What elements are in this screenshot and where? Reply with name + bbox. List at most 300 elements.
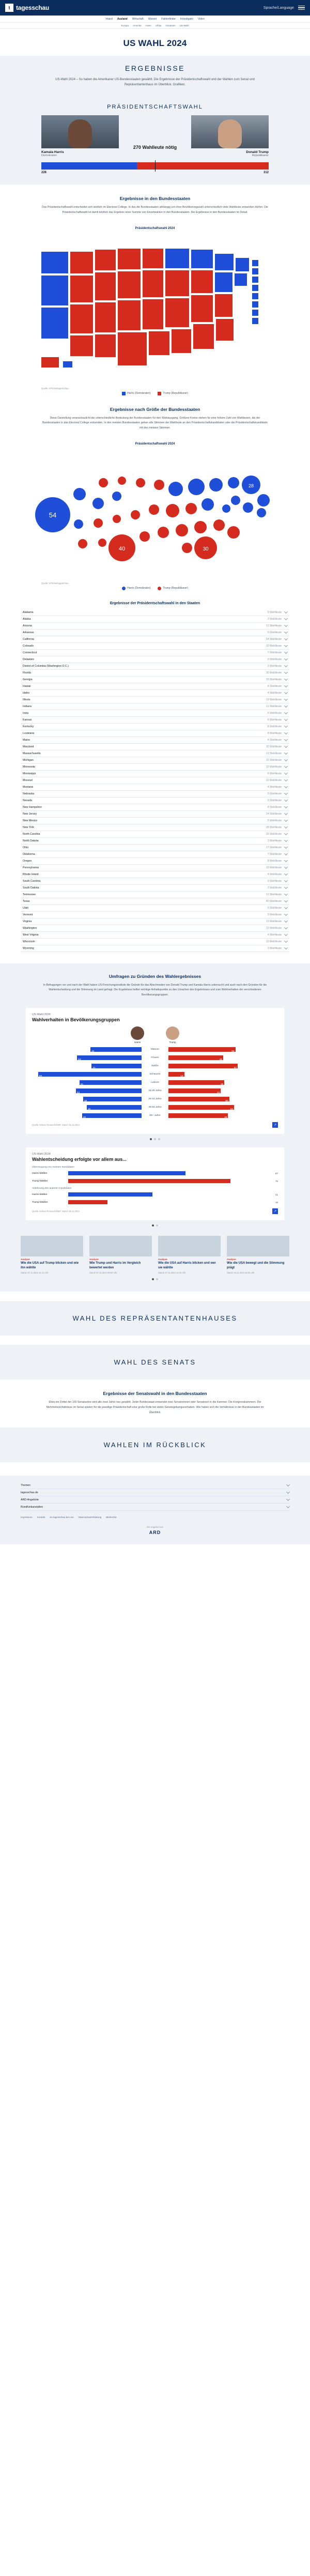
state-name: Hawaii [23,684,31,688]
chart1-category: 65+ Jahre [149,1114,161,1117]
state-accordion-row[interactable] [21,791,289,798]
subnav-item-amerika[interactable]: Amerika [133,24,142,27]
chevron-down-icon[interactable] [286,1490,290,1494]
presidential-title: PRÄSIDENTSCHAFTSWAHL [107,104,203,111]
teaser-title[interactable]: Wie die USA auf Trump blicken und wie ihn wählte [21,1262,79,1270]
state-electors: 13 Wahlleute [266,919,282,923]
state-electors: 3 Wahlleute [267,839,282,842]
subnav-item-asien[interactable]: Asien [145,24,151,27]
chevron-down-icon[interactable] [284,906,288,909]
teaser-date: Stand: 07.11.2024 12:13 Uhr [21,1271,49,1275]
chevron-down-icon[interactable] [284,818,288,822]
state-name: South Dakota [23,886,39,890]
chart1-source: Quelle: Edison Research/NEP, Stand: 06.11.2024 [32,1124,80,1127]
teaser-tag: Analyse [89,1258,99,1261]
us-choropleth-map[interactable] [21,231,289,390]
house-election-band: WAHL DES REPRÄSENTANTENHAUSES [0,1301,310,1336]
electoral-vote-bar [41,162,269,170]
chart1-harris-value: 41 [92,1067,96,1070]
state-accordion-row[interactable] [21,724,289,730]
footer-link[interactable]: Bildrechte [106,1516,117,1519]
chevron-down-icon[interactable] [284,684,288,687]
chart1-category: Frauen [151,1056,159,1060]
chevron-down-icon[interactable] [284,791,288,795]
state-accordion-row[interactable] [21,650,289,656]
state-name: North Dakota [23,839,39,842]
legend-harris-label: Harris (Demokraten) [127,392,151,395]
state-accordion-row[interactable] [21,609,289,616]
chevron-down-icon[interactable] [284,865,288,869]
state-accordion-row[interactable] [21,703,289,710]
chevron-down-icon[interactable] [284,892,288,896]
footer-accordion-row[interactable] [21,1489,289,1496]
state-name: New Mexico [23,819,38,822]
state-accordion-row[interactable] [21,878,289,885]
state-name: Kansas [23,718,32,722]
chart-card-decision-reason [26,1147,284,1220]
state-accordion-row[interactable] [21,643,289,650]
chevron-down-icon[interactable] [284,744,288,748]
chevron-down-icon[interactable] [284,724,288,728]
state-accordion-row[interactable] [21,764,289,771]
state-name: Pennsylvania [23,866,39,869]
candidate-trump [191,115,269,157]
state-accordion-row[interactable] [21,670,289,677]
state-electors: 19 Wahlleute [266,866,282,869]
chevron-down-icon[interactable] [284,845,288,849]
state-accordion-row[interactable] [21,838,289,845]
trump-electors: 312 [263,171,269,175]
chart1-trump-value: 55 [231,1050,235,1053]
results-band-text: US-Wahl 2024 – So haben die Amerikaner US-Bundesstaaten gewählt. Die Ergebnisse der Präsidentschaftswahl und der Wahlen zum Senat und Repräsentantenhaus im Überblick. Grafiken. [55,78,255,87]
footer-note: Ein Angebot von [147,1526,163,1529]
state-accordion-row[interactable] [21,918,289,925]
chevron-down-icon[interactable] [284,670,288,674]
state-electors: 17 Wahlleute [266,846,282,849]
state-accordion-row[interactable] [21,750,289,757]
teaser-row-primary [21,1236,289,1274]
state-name: Louisiana [23,731,35,735]
state-electors: 4 Wahlleute [267,785,282,789]
chart1-trump-value: 43 [216,1092,220,1095]
chevron-down-icon[interactable] [286,1483,290,1486]
chevron-down-icon[interactable] [284,664,288,667]
us-bubble-map[interactable] [21,447,289,585]
subnav-item-europa[interactable]: Europa [121,24,129,27]
senate-states-text: Etwa ein Drittel der 100 Senatssitze wird alle zwei Jahre neu gewählt. Jeder Bundesstaat entsendet zwei Senatorinnen oder Senatoren in die Kammer. Die Kongresskammern. Die Mehrheitsverhältnisse im Senat spielen für die jeweilige Präsidentschaft eine große Rolle bei vielen Gesetzgebungsvorhaben. Wie haben sich die Verhältnisse in der Bundesstaaten im Überblick. [46,1401,264,1414]
share-icon[interactable]: ↗ [272,1122,278,1128]
nav-item-inland[interactable]: Inland [105,17,113,21]
teaser-tag: Analyse [227,1258,236,1261]
state-accordion-row[interactable] [21,871,289,878]
state-electors: 8 Wahlleute [267,859,282,863]
state-accordion-row[interactable] [21,811,289,818]
state-accordion-row[interactable] [21,737,289,744]
bubble-chart-label: Präsidentschaftswahl 2024 [135,442,175,446]
footer-item-label: Themen [21,1483,31,1487]
state-accordion-row[interactable] [21,757,289,764]
electors-heading: Ergebnisse in den Bundesstaaten [119,196,191,202]
chevron-down-icon[interactable] [284,771,288,775]
state-name: Delaware [23,657,34,661]
chevron-down-icon[interactable] [284,825,288,829]
electors-threshold-label [124,145,186,157]
state-electors: 6 Wahlleute [267,718,282,722]
state-accordion-row[interactable] [21,771,289,777]
chevron-down-icon[interactable] [284,657,288,661]
nav-item-wirtschaft[interactable]: Wirtschaft [132,17,144,21]
state-name: District of Columbia (Washington D.C.) [23,664,69,668]
chevron-down-icon[interactable] [284,637,288,640]
results-band-title: ERGEBNISSE [125,64,185,72]
state-name: Virginia [23,919,32,923]
legend-trump [158,392,188,395]
state-electors: 4 Wahlleute [267,738,282,742]
chevron-down-icon[interactable] [284,697,288,701]
bubble-legend-harris-label: Harris (Demokraten) [127,587,151,590]
chevron-down-icon[interactable] [284,751,288,755]
state-name: North Carolina [23,832,40,836]
hamburger-icon[interactable] [298,6,305,10]
brand-logo[interactable] [5,4,49,12]
chart2-value: 19 [275,1201,278,1204]
subnav-item-afrika[interactable]: Afrika [155,24,162,27]
chart1-category: 30-44 Jahre [148,1098,162,1101]
chart1-trump-value: 49 [224,1116,227,1120]
senate-states-section [0,1379,310,1418]
svg-text:40: 40 [118,545,126,552]
legend-swatch-blue [122,392,126,395]
subnav-item-ozeanien[interactable]: Ozeanien [165,24,176,27]
chart1-trump-value: 13 [180,1075,183,1078]
polls-heading: Umfragen zu Gründen des Wahlergebnisses [109,973,202,979]
chart2-value: 79 [275,1179,278,1183]
state-electors: 10 Wahlleute [266,745,282,748]
subnav-item-us-wahl[interactable]: US-Wahl [179,24,189,27]
chart1-head-harris [131,1026,144,1044]
chevron-down-icon[interactable] [284,798,288,802]
chevron-down-icon[interactable] [286,1497,290,1501]
footer-link[interactable]: Zu tagesschau bei uns [50,1516,74,1519]
state-accordion-row[interactable] [21,858,289,865]
chevron-down-icon[interactable] [284,919,288,923]
state-accordion-row[interactable] [21,730,289,737]
state-accordion-row[interactable] [21,690,289,697]
state-accordion-row[interactable] [21,636,289,643]
footer-accordion-row[interactable] [21,1504,289,1511]
state-electors: 11 Wahlleute [266,752,282,755]
state-accordion-row[interactable] [21,865,289,871]
chevron-down-icon[interactable] [284,858,288,862]
chevron-down-icon[interactable] [284,785,288,788]
teaser-date: Stand: 07.11.2024 12:40 Uhr [158,1271,186,1275]
state-accordion-row[interactable] [21,912,289,918]
nav-item-wissen[interactable]: Wissen [148,17,157,21]
state-electors: 15 Wahlleute [266,758,282,762]
state-accordion-row[interactable] [21,744,289,750]
state-electors: 3 Wahlleute [267,946,282,950]
state-accordion-row[interactable] [21,845,289,851]
chevron-down-icon[interactable] [284,872,288,876]
chevron-down-icon[interactable] [284,832,288,835]
chart1-bar-rows [32,1046,278,1119]
state-accordion-row[interactable] [21,616,289,623]
chart1-harris-value: 85 [39,1075,42,1078]
footer-link[interactable]: Kontakt [37,1516,45,1519]
candidate-row [41,115,269,157]
chart1-row [32,1046,278,1053]
state-name: California [23,637,34,641]
footer-accordion-row[interactable] [21,1496,289,1504]
state-accordion-row[interactable] [21,824,289,831]
chart2-title: Wahlentscheidung erfolgte vor allem aus... [32,1157,127,1162]
chevron-down-icon[interactable] [284,630,288,634]
footer-item-label: Rundfunkanstalten [21,1505,43,1509]
state-name: Michigan [23,758,34,762]
chevron-down-icon[interactable] [284,764,288,768]
state-accordion-row[interactable] [21,905,289,912]
chevron-down-icon[interactable] [284,778,288,781]
chart2-category: Trump-Wähler [32,1201,48,1204]
chart1-harris-value: 51 [80,1083,84,1086]
state-accordion-row[interactable] [21,663,289,670]
chevron-down-icon[interactable] [284,650,288,654]
electors-section [0,185,310,218]
chevron-down-icon[interactable] [284,717,288,721]
chart2-kicker: US-Wahl 2024 [32,1153,51,1156]
chart1-harris-value: 42 [91,1050,95,1053]
state-name: Washington [23,926,37,930]
state-electors: 6 Wahlleute [267,906,282,910]
state-name: Alaska [23,617,31,621]
state-electors: 3 Wahlleute [267,617,282,621]
state-electors: 11 Wahlleute [266,704,282,708]
state-electors: 12 Wahlleute [266,926,282,930]
state-accordion-row[interactable] [21,945,289,952]
chart2-carousel-dots[interactable] [0,1224,310,1226]
chart2-value: 57 [275,1172,278,1175]
map-source-caption: Quelle: AP/Infas/tagesschau [41,387,69,390]
chart2-group-title: Ablehnung des anderen Kandidaten [32,1187,72,1190]
chart1-category: 45-64 Jahre [148,1106,162,1109]
state-name: Kentucky [23,725,34,728]
chevron-down-icon[interactable] [284,758,288,761]
page-footer [0,1476,310,1544]
state-electors: 6 Wahlleute [267,772,282,775]
state-accordion-row[interactable] [21,939,289,945]
chart2-row [32,1199,278,1205]
chart1-carousel-dots[interactable] [0,1138,310,1140]
state-accordion-row[interactable] [21,784,289,791]
harris-party: Demokraten [41,154,57,158]
chevron-down-icon[interactable] [284,805,288,808]
us-map-svg [21,231,289,386]
ard-logo: ARD [149,1530,161,1536]
state-accordion-row[interactable] [21,818,289,824]
chevron-down-icon[interactable] [284,946,288,949]
teaser-card[interactable] [21,1236,83,1274]
polls-section [0,963,310,1292]
chart2-category: Harris-Wähler [32,1193,48,1196]
state-electors: 3 Wahlleute [267,657,282,661]
state-accordion-row[interactable] [21,777,289,784]
chart1-category: Männer [150,1048,160,1051]
state-electors: 4 Wahlleute [267,872,282,876]
state-accordion-row[interactable] [21,804,289,811]
state-electors: 11 Wahlleute [266,624,282,627]
state-electors: 9 Wahlleute [267,610,282,614]
chart1-trump-value: 46 [221,1083,224,1086]
chevron-down-icon[interactable] [284,691,288,694]
chart2-group-title: Überzeugung von meinem Kandidaten [32,1166,74,1169]
state-name: Oklahoma [23,852,35,856]
chart1-row [32,1079,278,1086]
chart1-category: Schwarze [149,1073,161,1076]
state-accordion-row[interactable] [21,710,289,717]
share-icon-2[interactable]: ↗ [272,1208,278,1214]
chevron-down-icon[interactable] [284,738,288,741]
chart1-trump-value: 54 [230,1108,234,1111]
chevron-down-icon[interactable] [284,704,288,708]
chevron-down-icon[interactable] [284,879,288,882]
state-accordion-row[interactable] [21,892,289,898]
state-name: Missouri [23,778,33,782]
chevron-down-icon[interactable] [284,731,288,734]
chevron-down-icon[interactable] [284,926,288,929]
state-name: Montana [23,785,34,789]
svg-text:30: 30 [203,546,209,552]
chart-card-voter-groups [26,1008,284,1134]
chevron-down-icon[interactable] [284,617,288,620]
results-intro-band [0,56,310,95]
chevron-down-icon[interactable] [284,838,288,842]
state-electors: 10 Wahlleute [266,644,282,648]
teaser-card[interactable] [227,1236,289,1274]
legend-harris [122,392,150,395]
state-electors: 3 Wahlleute [267,886,282,890]
chevron-down-icon[interactable] [284,899,288,902]
chevron-down-icon[interactable] [284,643,288,647]
chevron-down-icon[interactable] [284,677,288,681]
teaser-tag: Analyse [158,1258,167,1261]
harris-name: Kamala Harris [41,150,64,155]
state-accordion-row[interactable] [21,697,289,703]
teaser-thumbnail [21,1236,83,1256]
nav-item-ausland[interactable]: Ausland [117,17,128,21]
chevron-down-icon[interactable] [284,932,288,936]
state-name: Georgia [23,678,33,681]
state-accordion-row[interactable] [21,885,289,892]
nav-item-faktenfinder[interactable]: Faktenfinder [161,17,176,21]
state-name: Maine [23,738,30,742]
footer-link[interactable]: Datenschutzerklärung [78,1516,102,1519]
state-electors: 10 Wahlleute [266,940,282,943]
chart1-kicker: US-Wahl 2024 [32,1013,51,1017]
bubble-legend-harris [122,587,150,590]
footer-accordion-row[interactable] [21,1482,289,1489]
chevron-down-icon[interactable] [284,623,288,627]
teaser-thumbnail [89,1236,152,1256]
teaser-date: Stand: 07.11.2024 09:02 Uhr [89,1271,117,1275]
state-accordion-row[interactable] [21,683,289,690]
state-accordion-row[interactable] [21,717,289,724]
teaser-card[interactable] [89,1236,152,1274]
state-name: Florida [23,671,31,674]
state-electors: 10 Wahlleute [266,778,282,782]
chevron-down-icon[interactable] [284,939,288,943]
state-accordion-row[interactable] [21,925,289,932]
state-name: Idaho [23,691,29,695]
trump-name: Donald Trump [246,150,269,155]
state-accordion-row[interactable] [21,932,289,939]
state-name: Illinois [23,698,30,701]
states-accordion-title: Ergebnisse der Präsidentschaftswahl in den Staaten [110,601,200,605]
state-name: Nevada [23,799,32,802]
page-title: US WAHL 2024 [123,38,187,48]
chart1-category: Weiße [151,1065,159,1068]
state-electors: 4 Wahlleute [267,805,282,809]
chevron-down-icon[interactable] [284,852,288,855]
chevron-down-icon[interactable] [286,1505,290,1508]
chart2-bar-rows [32,1166,278,1205]
chart1-harris-value: 49 [83,1116,86,1120]
polls-text: In Befragungen vor und nach der Wahl haben US-Forschungsinstitute die Gründe für das Abschneiden von Donald Trump und Kamala Harris untersucht und auch nach den Gründen für die Wahlentscheidung und die Stimmung im Land gefragt. Die Ergebnisse helfen wichtige Anhaltspunkte zu den Ursachen des Ergebnisses und zum Wahlverhalten der verschiedenen Bevölkerungsgruppen. [43,983,267,996]
trump-photo [191,115,269,148]
nav-item-video[interactable]: Video [198,17,205,21]
chart2-category: Harris-Wähler [32,1172,48,1175]
state-electors: 5 Wahlleute [267,819,282,822]
state-accordion-row[interactable] [21,630,289,636]
chart2-source: Quelle: Edison Research/NEP, Stand: 06.11.2024 [32,1210,80,1213]
state-accordion-row[interactable] [21,831,289,838]
state-electors: 6 Wahlleute [267,799,282,802]
chevron-down-icon[interactable] [284,912,288,916]
teaser-title[interactable]: Wie die USA auf Harris blicken und wer sie wählte [158,1262,216,1270]
teaser-title[interactable]: Wie Trump und Harris im Vergleich bewertet werden [89,1262,141,1270]
language-selector[interactable]: Sprache/Language [263,6,294,10]
state-accordion-row[interactable] [21,677,289,683]
state-accordion-row[interactable] [21,623,289,630]
state-accordion-row[interactable] [21,898,289,905]
state-name: New Jersey [23,812,37,816]
chevron-down-icon[interactable] [284,811,288,815]
map-legend [0,392,310,395]
chart2-row [32,1191,278,1198]
chart1-head-trump [166,1026,179,1044]
state-accordion-row[interactable] [21,798,289,804]
teaser-card[interactable] [158,1236,221,1274]
footer-link[interactable]: Impressum [21,1516,33,1519]
state-electors: 16 Wahlleute [266,678,282,681]
legend-circle-red [158,587,161,590]
state-accordion-row[interactable] [21,851,289,858]
teaser-carousel-dots[interactable] [0,1278,310,1280]
teaser-title[interactable]: Wie die USA bewegt und die Stimmung prägt [227,1262,285,1270]
state-name: Vermont [23,913,33,916]
tagesschau-logo-icon: t [5,4,13,12]
state-name: Wisconsin [23,940,35,943]
map-chart-label: Präsidentschaftswahl 2024 [135,226,175,230]
teaser-thumbnail [227,1236,289,1256]
chevron-down-icon[interactable] [284,610,288,614]
state-electors: 4 Wahlleute [267,691,282,695]
teaser-tag: Analyse [21,1258,30,1261]
state-accordion-row[interactable] [21,656,289,663]
nav-item-investigativ[interactable]: Investigativ [180,17,194,21]
chevron-down-icon[interactable] [284,711,288,714]
harris-avatar [131,1026,144,1040]
chevron-down-icon[interactable] [284,885,288,889]
